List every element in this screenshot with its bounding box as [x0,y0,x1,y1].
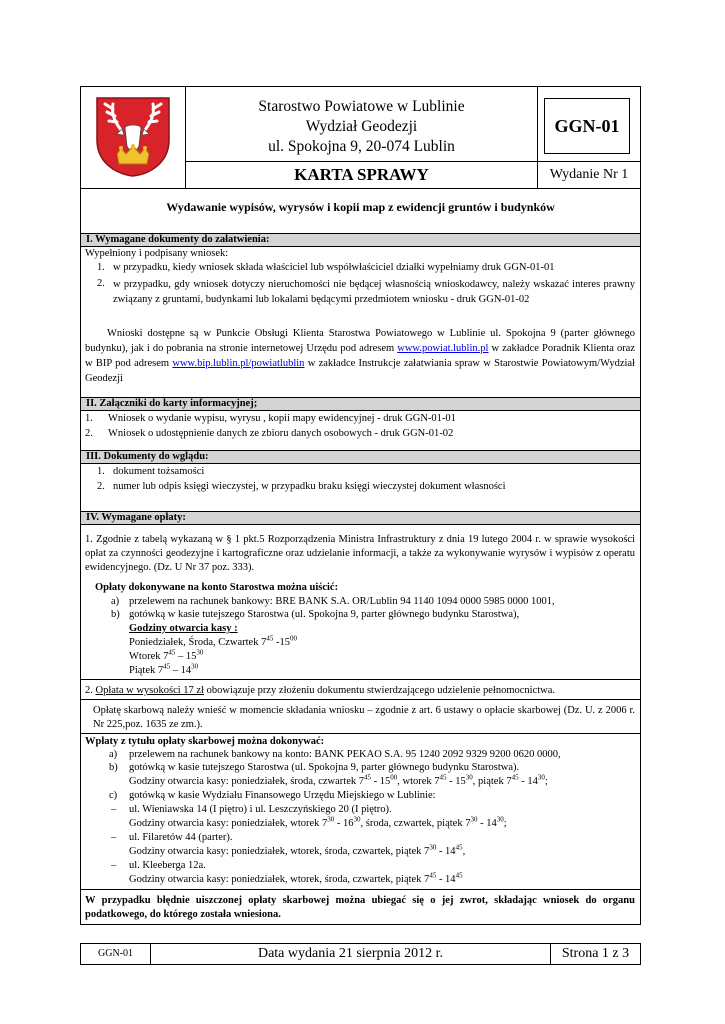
hours-1-label: Poniedziałek, Środa, Czwartek 7 [129,637,267,648]
sec4-pa: przelewem na rachunek bankowy: BRE BANK S.A. OR/Lublin 94 1140 1094 0000 5985 0000 1001, [129,596,555,607]
header-table [81,87,640,188]
d3-sup2: 45 [455,871,463,880]
sec3-item2-num: 2. [97,481,105,492]
sec4-d1-hours [129,817,507,830]
document-code: GGN-01 [544,98,630,154]
sec4-hours-3 [129,664,198,677]
section-1-header [81,233,640,247]
sec2-item1-num: 1. [85,413,93,424]
d2-t2: , [462,846,466,857]
divider [81,188,640,189]
d3-hours-pre: Godziny otwarcia kasy: poniedziałek, wtorek, środa, czwartek, piątek 7 [129,874,430,885]
section-2-title: II. Załączniki do karty informacyjnej; [86,398,258,409]
hours-1-mid: -15 [273,637,290,648]
d2-sup2: 45 [455,843,463,852]
sb-t4: , piątek 7 [472,776,512,787]
document-frame [80,86,641,925]
sec1-item2-num: 2. [97,278,105,289]
section-1-title: I. Wymagane dokumenty do załatwienia: [86,234,270,245]
sec4-sa-num: a) [109,749,118,760]
hours-3-mid: – 14 [170,665,192,676]
bip-link[interactable]: www.bip.lublin.pl/powiatlublin [172,358,305,369]
hours-1-sup1: 45 [266,634,274,643]
sec4-d3: ul. Kleeberga 12a. [129,860,206,871]
sec1-item1: w przypadku, kiedy wniosek składa właściciel lub współwłaściciel działki wypełniamy druk GGN-01-01 [113,262,555,273]
sec4-pb: gotówką w kasie tutejszego Starostwa (ul. Spokojna 9, parter głównego budynku Starostwa), [129,609,520,620]
sec4-p3: Opłatę skarbową należy wnieść w momencie składania wniosku – zgodnie z art. 6 ustawy o opłacie skarbowej (Dz. U. z 2006 r. Nr 225,poz. 1635 ze zm.). [93,705,635,730]
dash-2: – [111,832,117,843]
sec3-item1-num: 1. [97,466,105,477]
sb-t3: - 15 [446,776,466,787]
d2-hours-pre: Godziny otwarcia kasy: poniedziałek, wtorek, środa, czwartek, piątek 7 [129,846,430,857]
sec4-hours-2 [129,650,203,663]
edition-label: Wydanie Nr 1 [549,167,629,182]
sec4-stamp-head: Wpłaty z tytułu opłaty skarbowej można dokonywać: [85,736,325,747]
sec4-sb-hours [129,775,548,788]
sec4-sb: gotówką w kasie tutejszego Starostwa (ul. Spokojna 9, parter głównego budynku Starostwa). [129,762,520,773]
sec4-final-note: W przypadku błędnie uiszczonej opłaty skarbowej można ubiegać się o jej zwrot, składając wniosek do organu podatkowego, do którego została wniesiona. [85,895,635,920]
sb-t6: ; [544,776,548,787]
footer-date: Data wydania 21 sierpnia 2012 r. [151,944,551,964]
sec1-item2: w przypadku, gdy wniosek dotyczy nieruchomości nie będącej własnością wnioskodawcy, należy wskazać interes prawny związany z gruntami, budynkami lub lokalami będącymi przedmiotem wniosku - druk GGN-01-02 [113,279,635,305]
section-2-header [81,397,640,411]
hours-2-sup1: 45 [168,648,176,657]
divider [81,889,640,890]
sec4-p2 [85,684,555,697]
sec4-pa-num: a) [111,596,120,607]
sec1-note-post: w zakładce Instrukcje załatwiania spraw w Starostwie Powiatowym/Wydział Geodezji [85,358,635,384]
p2-fee: Opłata w wysokości 17 zł [95,685,204,696]
d3-sup1: 45 [429,871,437,880]
d1-sup4: 30 [496,815,504,824]
hours-2-sup2: 30 [196,648,204,657]
footer-code: GGN-01 [81,944,151,964]
page-title: Wydawanie wypisów, wyrysów i kopii map z ewidencji gruntów i budynków [166,200,555,214]
sec4-hours-1 [129,636,297,649]
divider [81,699,640,700]
divider [81,679,640,680]
hours-3-sup1: 45 [163,662,171,671]
dash-1: – [111,804,117,815]
sec4-sb-num: b) [109,762,118,773]
sec4-pay-head: Opłaty dokonywane na konto Starostwa można uiścić: [95,582,339,593]
sec2-item1: Wniosek o wydanie wypisu, wyrysu , kopii mapy ewidencyjnej - druk GGN-01-01 [108,413,456,424]
department-name: Wydział Geodezji [305,118,418,135]
sec4-sa: przelewem na rachunek bankowy na konto: BANK PEKAO S.A. 95 1240 2092 9329 9200 0620 0000, [129,749,561,760]
d1-t4: ; [503,818,507,829]
footer [80,943,641,965]
sb-t2: , wtorek 7 [397,776,440,787]
sb-sup3: 45 [439,773,447,782]
hours-2-label: Wtorek 7 [129,651,169,662]
sec4-hours-head: Godziny otwarcia kasy : [129,623,238,634]
sec4-d2-hours [129,845,465,858]
sec1-intro: Wypełniony i podpisany wniosek: [85,248,229,259]
section-3-title: III. Dokumenty do wglądu: [86,451,209,462]
p2-rest: obowiązuje przy złożeniu dokumentu stwierdzającego udzielenie pełnomocnictwa. [206,685,556,696]
sec1-note-text: Wnioski dostępne są w Punkcie Obsługi Klienta Starostwa Powiatowego w Lublinie ul. Spokojna 9 (parter głównego budynku), jak i do pobrania na stronie internetowej Urzędu pod adresem [85,328,635,354]
hours-3-sup2: 30 [191,662,199,671]
d1-sup3: 30 [470,815,478,824]
sec4-d1: ul. Wieniawska 14 (I piętro) i ul. Leszczyńskiego 20 (I piętro). [129,804,392,815]
sec3-item2: numer lub odpis księgi wieczystej, w przypadku braku księgi wieczystej dokument własności [113,481,506,492]
dash-3: – [111,860,117,871]
powiat-link[interactable]: www.powiat.lublin.pl [397,343,489,354]
sb-sup1: 45 [364,773,371,782]
sec1-item1-num: 1. [97,262,105,273]
sb-sup6: 30 [537,773,545,782]
d2-t1: - 14 [436,846,456,857]
office-name: Starostwo Powiatowe w Lublinie [258,98,465,115]
d2-sup1: 30 [429,843,437,852]
card-title: KARTA SPRAWY [186,162,538,188]
footer-page: Strona 1 z 3 [561,946,630,961]
d1-t2: , środa, czwartek, piątek 7 [360,818,471,829]
sec2-item2-num: 2. [85,428,93,439]
coat-of-arms-icon [93,94,173,178]
sec4-d2: ul. Filaretów 44 (parter). [129,832,233,843]
sec4-d3-hours [129,873,463,886]
sb-hours-pre: Godziny otwarcia kasy: poniedziałek, środa, czwartek 7 [129,776,364,787]
sec3-item1: dokument tożsamości [113,466,205,477]
d1-sup1: 30 [327,815,335,824]
d1-sup2: 30 [353,815,361,824]
section-4-title: IV. Wymagane opłaty: [86,512,186,523]
sec2-item2: Wniosek o udostępnienie danych ze zbioru danych osobowych - druk GGN-01-02 [108,428,454,439]
sec1-note-mid: w zakładce Poradnik Klienta oraz w BIP pod adresem [85,343,636,369]
sec1-note [85,326,635,386]
office-address [186,87,538,162]
sec4-p1: 1. Zgodnie z tabelą wykazaną w § 1 pkt.5 Rozporządzenia Ministra Infrastruktury z dnia 19 lutego 2004 r. w sprawie wysokości opłat za czynności geodezyjne i kartograficzne oraz udzielanie informacji, a także za wykonywanie wyrysów i wypisów z operatu ewidencyjnego. (Dz. U Nr 37 poz. 333). [85,534,635,573]
sb-sup5: 45 [511,773,519,782]
hours-3-label: Piątek 7 [129,665,164,676]
section-4-header [81,511,640,525]
sb-t1: - 15 [371,776,391,787]
d3-t1: - 14 [436,874,456,885]
d1-t1: - 16 [334,818,354,829]
sb-t5: - 14 [518,776,538,787]
sb-sup4: 30 [465,773,473,782]
hours-1-sup2: 00 [289,634,297,643]
hours-2-mid: – 15 [175,651,197,662]
office-street: ul. Spokojna 9, 20-074 Lublin [268,138,455,155]
sec4-sc: gotówką w kasie Wydziału Finansowego Urzędu Miejskiego w Lublinie: [129,790,436,801]
section-3-header [81,450,640,464]
logo-cell [81,87,186,188]
code-cell [538,87,640,162]
sec4-pb-num: b) [111,609,120,620]
sec4-sc-num: c) [109,790,118,801]
d1-hours-pre: Godziny otwarcia kasy: poniedziałek, wtorek 7 [129,818,328,829]
p2-num: 2. [85,685,93,696]
d1-t3: - 14 [477,818,497,829]
divider [81,733,640,734]
sb-sup2: 00 [390,773,398,782]
